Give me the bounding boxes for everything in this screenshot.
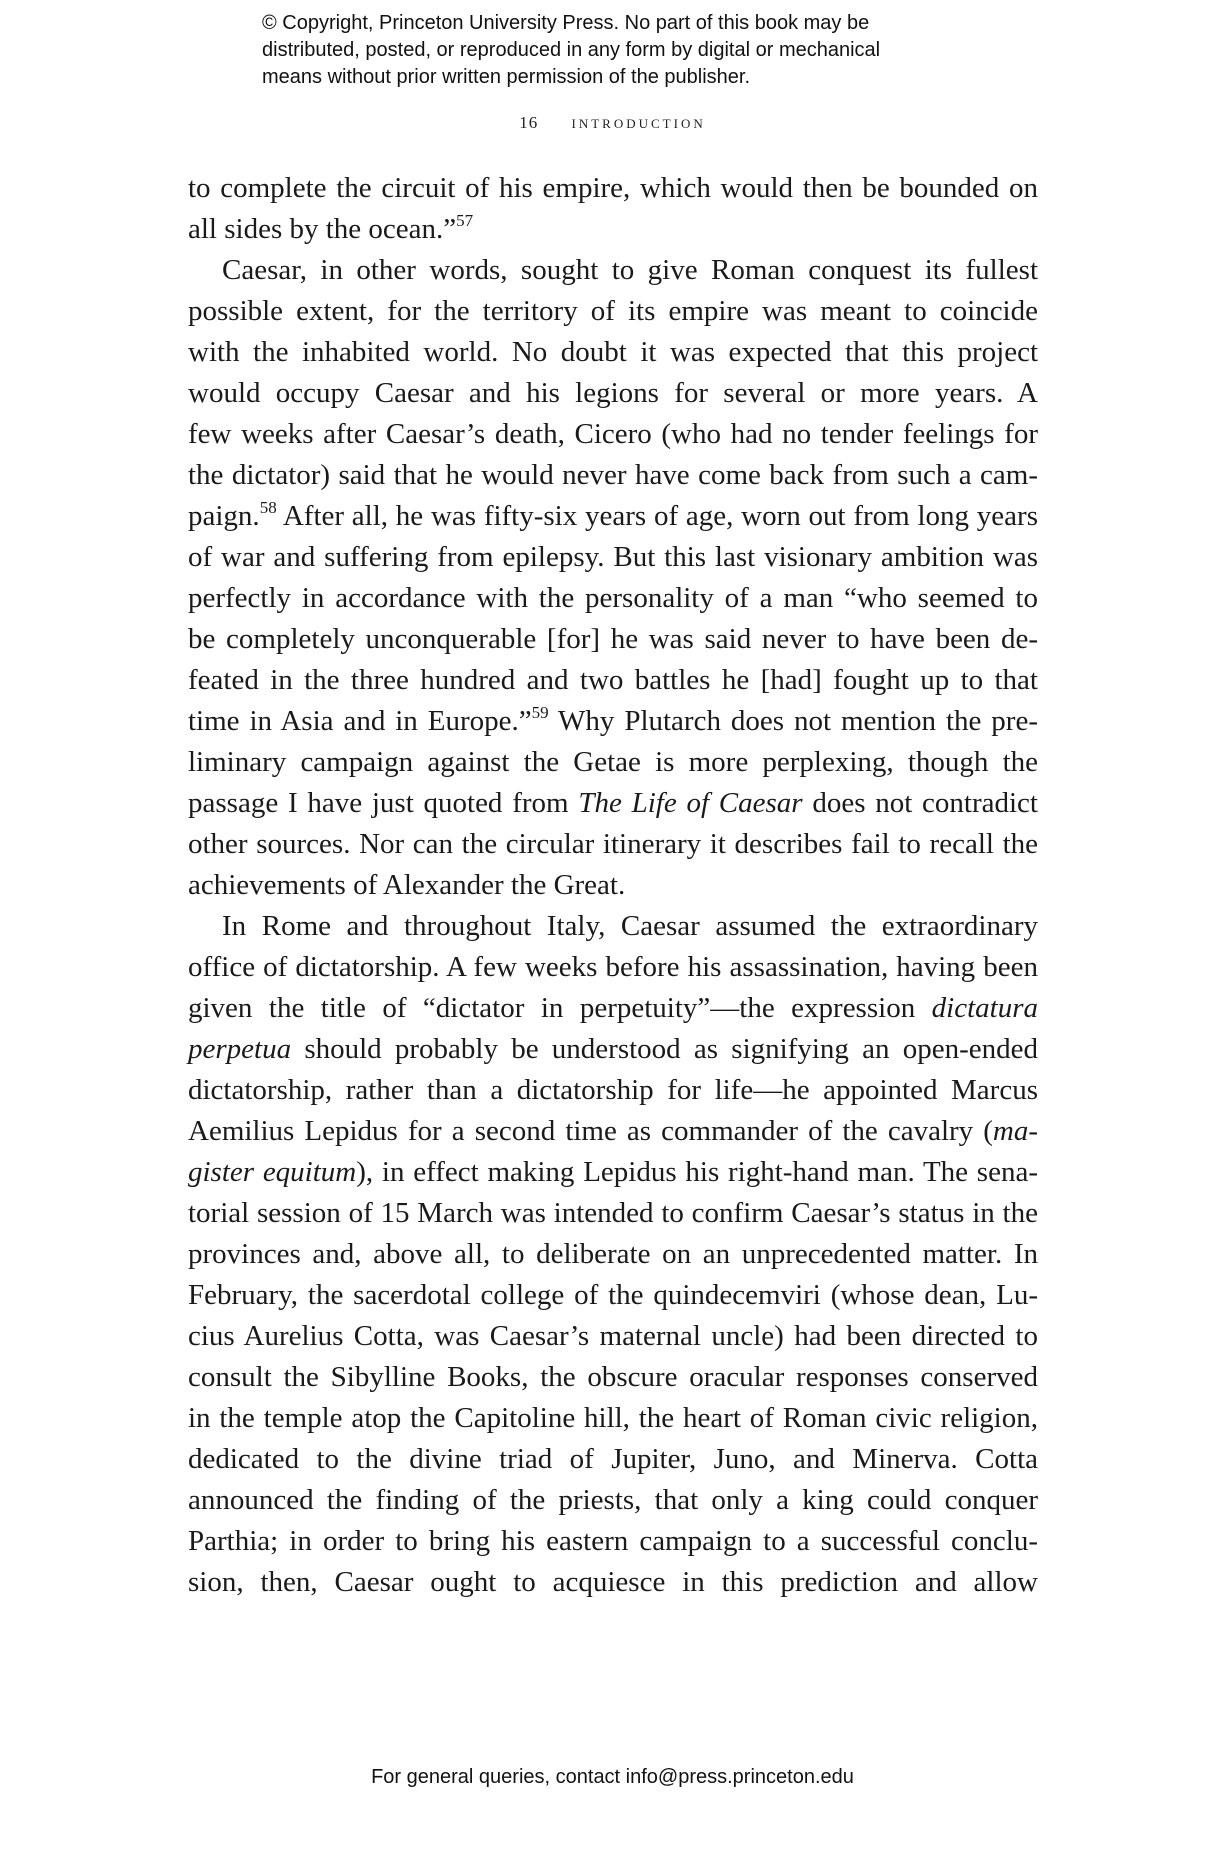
text-line: February, the sacerdotal college of the quindecemviri (whose dean, Lu- [188,1279,1038,1311]
text-line: to complete the circuit of his empire, which would then be bounded on [188,172,1038,204]
text-line: in the temple atop the Capitoline hill, the heart of Roman civic religion, [188,1402,1038,1434]
book-title: The Life of Caesar [578,787,803,819]
copyright-line: distributed, posted, or reproduced in any form by digital or mechanical [262,39,881,61]
text-line: would occupy Caesar and his legions for several or more years. A [188,377,1038,409]
copyright-line: © Copyright, Princeton University Press. No part of this book may be [262,12,870,34]
text-line: all sides by the ocean.”$^{57}$ [188,211,474,245]
page-number: 16 [519,113,539,132]
text-line: passage I have just quoted from The Life of Caesar does not contradict [188,787,1038,819]
footnote-ref: 57 [456,211,474,230]
text-line: liminary campaign against the Getae is more perplexing, though the [188,746,1038,778]
text-line: with the inhabited world. No doubt it was expected that this project [188,336,1038,368]
text-line: gister equitum), in effect making Lepidus his right-hand man. The sena- [188,1156,1038,1188]
text-line: sion, then, Caesar ought to acquiesce in this prediction and allow [188,1566,1038,1598]
text-line: provinces and, above all, to deliberate on an unprecedented matter. In [188,1238,1038,1270]
section-title: introduction [571,112,706,133]
text-line: Aemilius Lepidus for a second time as commander of the cavalry (ma- [188,1115,1038,1147]
text-line: perpetua should probably be understood as signifying an open-ended [188,1033,1038,1065]
body-text [188,168,1038,1603]
text-line: Caesar, in other words, sought to give Roman conquest its fullest [222,254,1038,286]
text-line: the dictator) said that he would never have come back from such a cam- [188,459,1038,491]
footnote-ref: 59 [531,703,549,722]
text-line: few weeks after Caesar’s death, Cicero (who had no tender feelings for [188,418,1038,450]
text-line: office of dictatorship. A few weeks before his assassination, having been [188,951,1038,983]
text-line: possible extent, for the territory of its empire was meant to coincide [188,295,1038,327]
text-line: other sources. Nor can the circular itinerary it describes fail to recall the [188,828,1038,860]
text-line: cius Aurelius Cotta, was Caesar’s maternal uncle) had been directed to [188,1320,1038,1352]
text-line: In Rome and throughout Italy, Caesar assumed the extraordinary [222,910,1038,942]
text-line: be completely unconquerable [for] he was said never to have been de- [188,623,1038,655]
text-line: consult the Sibylline Books, the obscure oracular responses conserved [188,1361,1038,1393]
text-line: announced the finding of the priests, that only a king could conquer [188,1484,1038,1516]
text-line: of war and suffering from epilepsy. But this last visionary ambition was [188,541,1038,573]
text-line: achievements of Alexander the Great. [188,869,626,901]
copyright-notice [262,10,982,91]
footer-contact: For general queries, contact info@press.princeton.edu [371,1766,854,1788]
text-line: paign.$^{58}$ After all, he was fifty-six years of age, worn out from long years [188,498,1038,532]
text-line: dedicated to the divine triad of Jupiter, Juno, and Minerva. Cotta [188,1443,1038,1475]
text-line: torial session of 15 March was intended to confirm Caesar’s status in the [188,1197,1038,1229]
text-line: Parthia; in order to bring his eastern campaign to a successful conclu- [188,1525,1038,1557]
text-line: time in Asia and in Europe.”$^{59}$ Why Plutarch does not mention the pre- [188,703,1038,737]
text-line: perfectly in accordance with the personality of a man “who seemed to [188,582,1038,614]
running-head [0,112,1225,134]
text-line: given the title of “dictator in perpetuity”—the expression dictatura [188,992,1038,1024]
text-line: feated in the three hundred and two battles he [had] fought up to that [188,664,1038,696]
copyright-line: means without prior written permission of the publisher. [262,66,751,88]
footnote-ref: 58 [259,498,277,517]
text-line: dictatorship, rather than a dictatorship for life—he appointed Marcus [188,1074,1038,1106]
